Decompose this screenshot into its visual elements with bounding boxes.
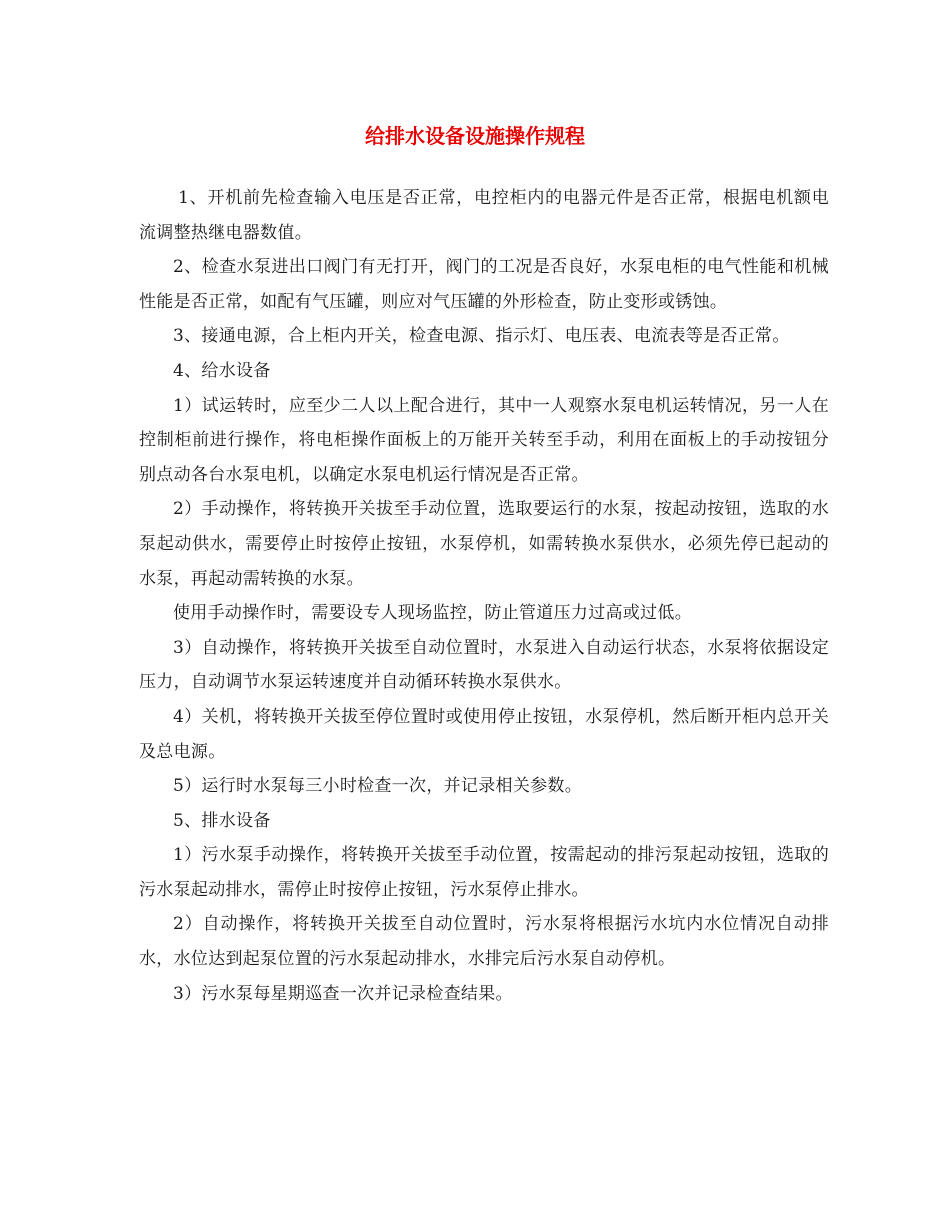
- paragraph-auto-operation: 3）自动操作，将转换开关拔至自动位置时，水泵进入自动运行状态，水泵将依据设定压力，自动调节水泵运转速度并自动循环转换水泵供水。: [139, 637, 829, 693]
- paragraph-valve-check: 2、检查水泵进出口阀门有无打开，阀门的工况是否良好，水泵电柜的电气性能和机械性能是否正常，如配有气压罐，则应对气压罐的外形检查，防止变形或锈蚀。: [139, 257, 829, 312]
- paragraph-shutdown: 4）关机，将转换开关拔至停位置时或使用停止按钮，水泵停机，然后断开柜内总开关及总电源。: [139, 706, 829, 762]
- section-heading-water-supply: 4、给水设备: [173, 360, 271, 381]
- section-heading-drainage: 5、排水设备: [173, 810, 271, 831]
- document-body: [139, 181, 829, 1011]
- paragraph-trial-run: 1）试运转时，应至少二人以上配合进行，其中一人观察水泵电机运转情况，另一人在控制柜前进行操作，将电柜操作面板上的万能开关转至手动，利用在面板上的手动按钮分别点动各台水泵电机，以确定水泵电机运行情况是否正常。: [139, 395, 829, 485]
- document-title: 给排水设备设施操作规程: [365, 124, 585, 148]
- paragraph-sewage-auto: 2）自动操作，将转换开关拔至自动位置时，污水泵将根据污水坑内水位情况自动排水，水位达到起泵位置的污水泵起动排水，水排完后污水泵自动停机。: [139, 914, 829, 970]
- paragraph-inspection-interval: 5）运行时水泵每三小时检查一次，并记录相关参数。: [173, 776, 583, 797]
- paragraph-sewage-inspection: 3）污水泵每星期巡查一次并记录检查结果。: [173, 983, 513, 1004]
- paragraph-manual-operation: 2）手动操作，将转换开关拔至手动位置，选取要运行的水泵，按起动按钮，选取的水泵起动供水，需要停止时按停止按钮，水泵停机，如需转换水泵供水，必须先停已起动的水泵，再起动需转换的水泵。: [139, 499, 829, 589]
- paragraph-power-on: 3、接通电源，合上柜内开关，检查电源、指示灯、电压表、电流表等是否正常。: [173, 326, 790, 347]
- paragraph-manual-monitoring: 使用手动操作时，需要设专人现场监控，防止管道压力过高或过低。: [173, 603, 692, 624]
- paragraph-power-check: 1、开机前先检查输入电压是否正常，电控柜内的电器元件是否正常，根据电机额电流调整热继电器数值。: [139, 188, 829, 243]
- paragraph-sewage-manual: 1）污水泵手动操作，将转换开关拔至手动位置，按需起动的排污泵起动按钮，选取的污水泵起动排水，需停止时按停止按钮，污水泵停止排水。: [139, 845, 829, 900]
